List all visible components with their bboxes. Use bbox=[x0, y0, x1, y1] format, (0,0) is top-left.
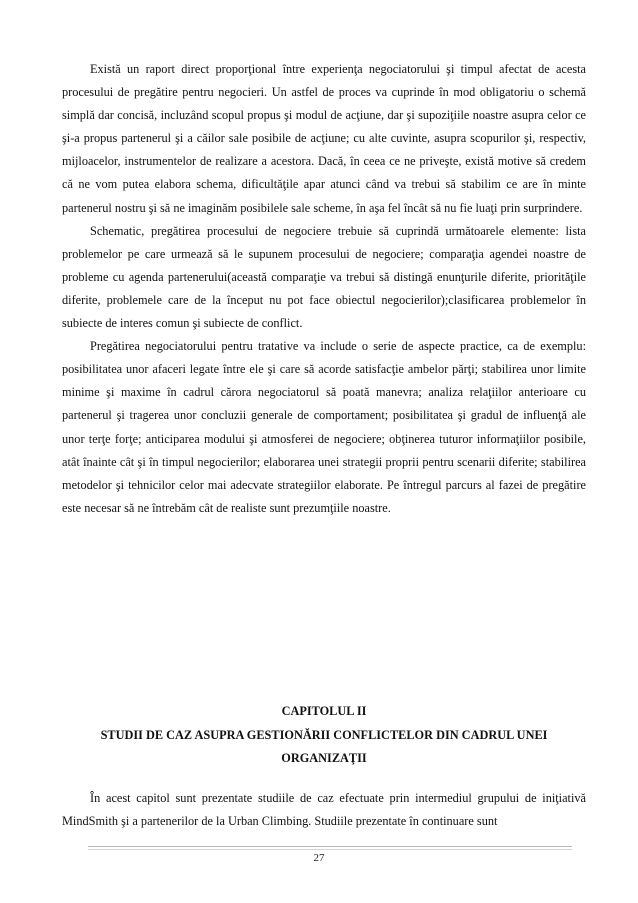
footer-divider-secondary bbox=[88, 849, 572, 850]
paragraph-negotiator-experience: Există un raport direct proporţional între experienţa negociatorului şi timpul afectat de acesta procesului de pregătire pentru negocieri. Un astfel de proces va cuprinde în mod obligatoriu o schemă simplă dar concisă, incluzând scopul propus şi modul de acţiune, dar şi supoziţiile noastre asupra celor ce şi-a propus partenerul şi a căilor sale posibile de acţiune; cu alte cuvinte, asupra scopurilor şi, respectiv, mijloacelor, instrumentelor de realizare a acestora. Dacă, în ceea ce ne priveşte, există motive să credem că ne vom putea elabora schema, dificultăţile apar atunci când va trebui să stabilim ce are în minte partenerul nostru şi să ne imaginăm posibilele sale scheme, în aşa fel încât să nu fie luaţi prin surprindere. bbox=[62, 62, 586, 215]
page-number: 27 bbox=[313, 852, 325, 864]
paragraph-chapter-intro: În acest capitol sunt prezentate studiile de caz efectuate prin intermediul grupului de iniţiativă MindSmith şi a partenerilor de la Urban Climbing. Studiile prezentate în continuare sunt bbox=[62, 791, 586, 829]
body-text-section bbox=[62, 58, 586, 520]
footer-divider bbox=[88, 846, 572, 847]
chapter-heading: STUDII DE CAZ ASUPRA GESTIONĂRII CONFLICTELOR DIN CADRUL UNEI ORGANIZAŢII bbox=[100, 728, 548, 765]
chapter-intro-section bbox=[62, 787, 586, 833]
paragraph-negotiation-preparation-schema: Schematic, pregătirea procesului de negociere trebuie să cuprindă următoarele elemente: lista problemelor pe care urmează să le supunem procesului de negociere; comparaţia agendei noastre de probleme cu agenda partenerului(această comparaţie va trebui să distingă enunţurile diferite, priorităţile diferite, problemele care de la început nu pot face obiectul negocierilor);clasificarea problemelor în subiecte de interes comun şi subiecte de conflict. bbox=[62, 223, 586, 331]
chapter-label: CAPITOLUL II bbox=[281, 704, 367, 718]
paragraph-negotiator-practical-aspects: Pregătirea negociatorului pentru tratative va include o serie de aspecte practice, ca de exemplu: posibilitatea unor afaceri legate între ele şi care să acorde satisfacţie ambelor părţi; stabilirea unor limite minime şi maxime în cadrul cărora negociatorul să poată manevra; analiza relaţiilor anterioare cu partenerul şi tragerea unor concluzii generale de comportament; posibilitatea şi gradul de influenţă ale unor terţe forţe; anticiparea modului şi atmosferei de negociere; obţinerea tuturor informaţiilor posibile, atât înainte cât şi în timpul negocierilor; elaborarea unei strategii proprii pentru scenarii diferite; stabilirea metodelor şi tehnicilor celor mai adecvate strategiilor elaborate. Pe întregul parcurs al fazei de pregătire este necesar să ne întrebăm cât de realiste sunt prezumţiile noastre. bbox=[62, 339, 586, 515]
